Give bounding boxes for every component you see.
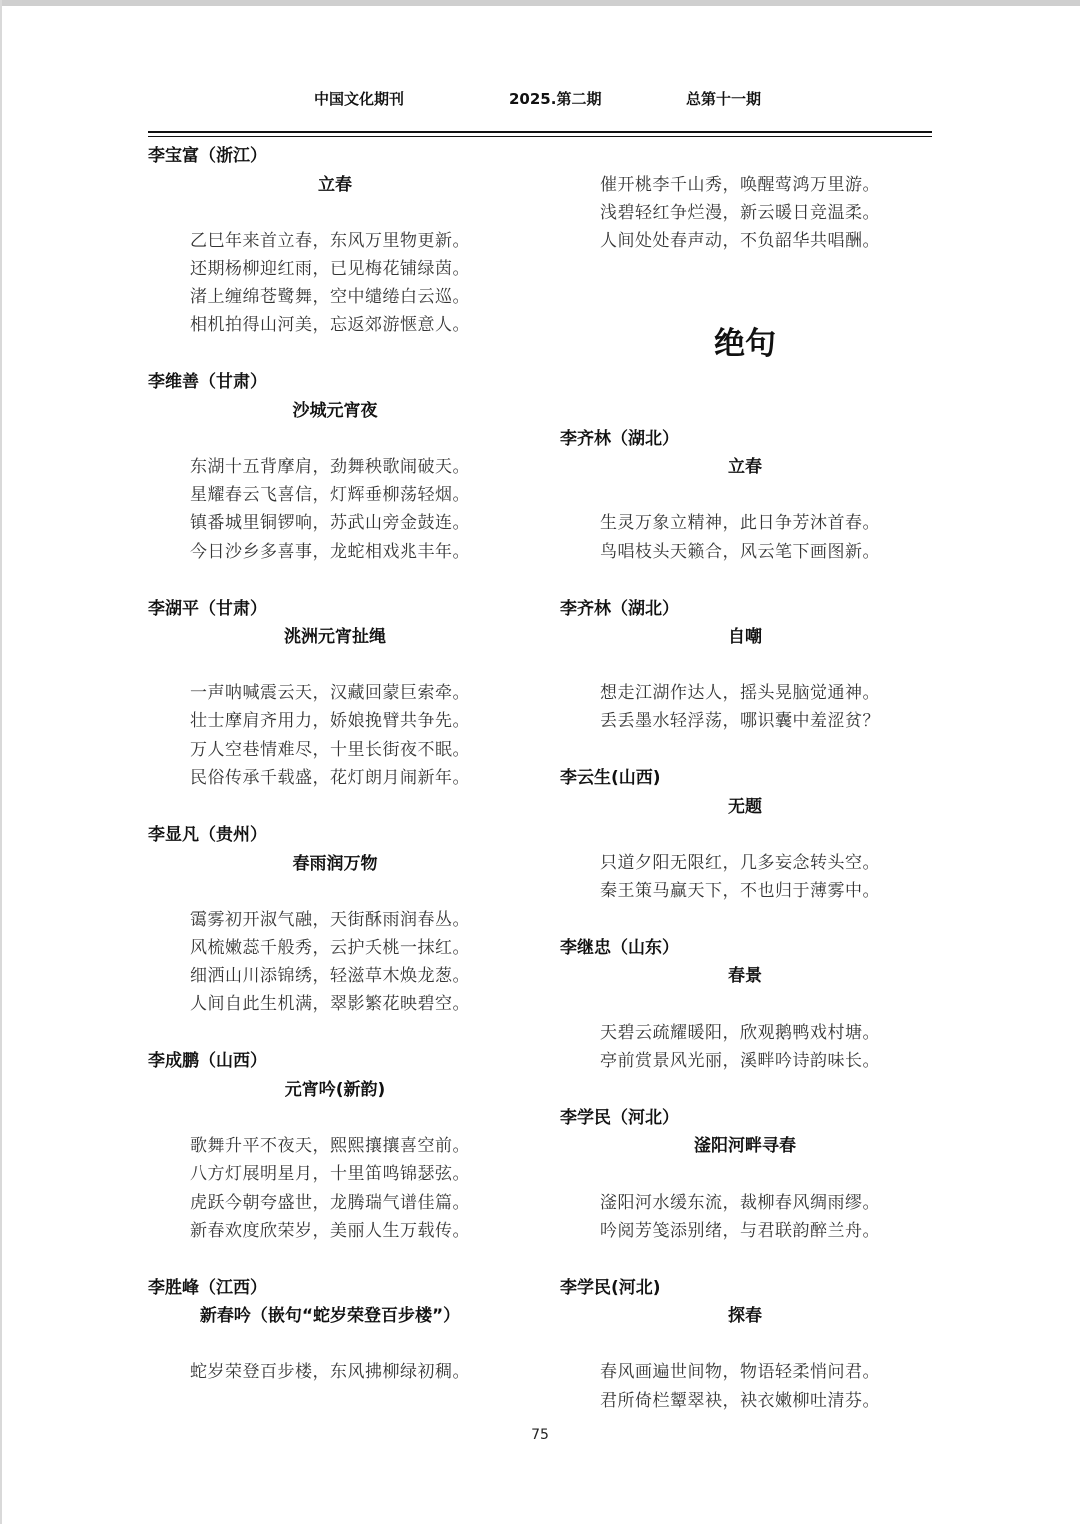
- poem-author: 李湖平（甘肃）: [148, 599, 267, 619]
- poem-line: 渚上缠绵苍鹭舞，空中缱绻白云巡。: [190, 287, 470, 307]
- poem-author: 李宝富（浙江）: [148, 146, 267, 166]
- poem-title: 滏阳河畔寻春: [694, 1136, 796, 1156]
- poem-line: 君所倚栏颦翠袂，袂衣嫩柳吐清芬。: [600, 1391, 880, 1411]
- poem-title: 新春吟（嵌句“蛇岁荣登百步楼”）: [199, 1306, 461, 1326]
- poem-title: 自嘲: [728, 627, 762, 647]
- poem-author: 李继忠（山东）: [560, 938, 679, 958]
- poem-author: 李胜峰（江西）: [148, 1278, 267, 1298]
- poem-line: 催开桃李千山秀，唤醒莺鸿万里游。: [600, 175, 880, 195]
- header-rule-thick: [148, 131, 932, 133]
- poem-line: 民俗传承千载盛，花灯朗月闹新年。: [190, 768, 470, 788]
- poem-line: 滏阳河水缓东流，裁柳春风绸雨缪。: [600, 1193, 880, 1213]
- poem-author: 李成鹏（山西）: [148, 1051, 267, 1071]
- poem-line: 霭雾初开淑气融，天街酥雨润春丛。: [190, 910, 470, 930]
- poem-line: 人间处处春声动，不负韶华共唱酬。: [600, 231, 880, 251]
- journal-title: 中国文化期刊: [314, 90, 405, 108]
- poem-author: 李显凡（贵州）: [148, 825, 267, 845]
- header-rule-thin: [148, 136, 932, 137]
- poem-title: 春景: [728, 966, 762, 986]
- poem-title: 沙城元宵夜: [292, 401, 378, 421]
- poem-author: 李云生(山西): [560, 768, 661, 788]
- poem-line: 人间自此生机满，翠影繁花映碧空。: [190, 994, 470, 1014]
- left-page-edge: [0, 0, 2, 1524]
- top-edge-bar: [0, 0, 1080, 6]
- poem-line: 浅碧轻红争烂漫，新云暖日竞温柔。: [600, 203, 880, 223]
- poem-line: 秦王策马赢天下，不也归于薄雾中。: [600, 881, 880, 901]
- poem-line: 星耀春云飞喜信，灯辉垂柳荡轻烟。: [190, 485, 470, 505]
- poem-line: 鸟唱枝头天籁合，风云笔下画图新。: [600, 542, 880, 562]
- poem-author: 李齐林（湖北）: [560, 599, 679, 619]
- poem-line: 只道夕阳无限红，几多妄念转头空。: [600, 853, 880, 873]
- poem-author: 李学民（河北）: [560, 1108, 679, 1128]
- poem-line: 吟阅芳笺添别绪，与君联韵醉兰舟。: [600, 1221, 880, 1241]
- poem-line: 相机拍得山河美，忘返郊游惬意人。: [190, 315, 470, 335]
- poem-line: 东湖十五背摩肩，劲舞秧歌闹破天。: [190, 457, 470, 477]
- poem-line: 镇番城里铜锣响，苏武山旁金鼓连。: [190, 513, 470, 533]
- poem-author: 李齐林（湖北）: [560, 429, 679, 449]
- poem-title: 元宵吟(新韵): [284, 1080, 386, 1100]
- poem-line: 蛇岁荣登百步楼，东风拂柳绿初稠。: [190, 1362, 470, 1382]
- poem-line: 丢丢墨水轻浮荡，哪识囊中羞涩贫？: [600, 711, 880, 731]
- poem-author: 李学民(河北): [560, 1278, 661, 1298]
- poem-title: 洮洲元宵扯绳: [284, 627, 386, 647]
- poem-line: 细洒山川添锦绣，轻滋草木焕龙葱。: [190, 966, 470, 986]
- poem-line: 万人空巷情难尽，十里长街夜不眠。: [190, 740, 470, 760]
- poem-line: 一声呐喊震云天，汉藏回蒙巨索牵。: [190, 683, 470, 703]
- poem-line: 虎跃今朝夸盛世，龙腾瑞气谱佳篇。: [190, 1193, 470, 1213]
- poem-line: 乙巳年来首立春，东风万里物更新。: [190, 231, 470, 251]
- poem-title: 立春: [728, 457, 762, 477]
- poem-line: 生灵万象立精神，此日争芳沐首春。: [600, 513, 880, 533]
- poem-line: 春风画遍世间物，物语轻柔悄问君。: [600, 1362, 880, 1382]
- poem-line: 八方灯展明星月，十里笛鸣锦瑟弦。: [190, 1164, 470, 1184]
- poem-line: 天碧云疏耀暖阳，欣观鹅鸭戏村塘。: [600, 1023, 880, 1043]
- poem-title: 探春: [728, 1306, 762, 1326]
- issue-label: 2025.第二期: [509, 90, 602, 108]
- poem-title: 立春: [318, 175, 352, 195]
- poem-line: 想走江湖作达人，摇头晃脑觉通神。: [600, 683, 880, 703]
- poem-line: 壮士摩肩齐用力，娇娘挽臂共争先。: [190, 711, 470, 731]
- poem-title: 无题: [728, 797, 762, 817]
- section-heading: 绝句: [714, 326, 776, 362]
- total-issue-label: 总第十一期: [686, 90, 762, 108]
- poem-author: 李维善（甘肃）: [148, 372, 267, 392]
- poem-line: 风梳嫩蕊千般秀，云护夭桃一抹红。: [190, 938, 470, 958]
- poem-title: 春雨润万物: [292, 854, 378, 874]
- poem-line: 新春欢度欣荣岁，美丽人生万载传。: [190, 1221, 470, 1241]
- poem-line: 歌舞升平不夜天，熙熙攘攘喜空前。: [190, 1136, 470, 1156]
- poem-line: 还期杨柳迎红雨，已见梅花铺绿茵。: [190, 259, 470, 279]
- poem-line: 今日沙乡多喜事，龙蛇相戏兆丰年。: [190, 542, 470, 562]
- page-number: 75: [531, 1427, 549, 1443]
- poem-line: 亭前赏景风光丽，溪畔吟诗韵味长。: [600, 1051, 880, 1071]
